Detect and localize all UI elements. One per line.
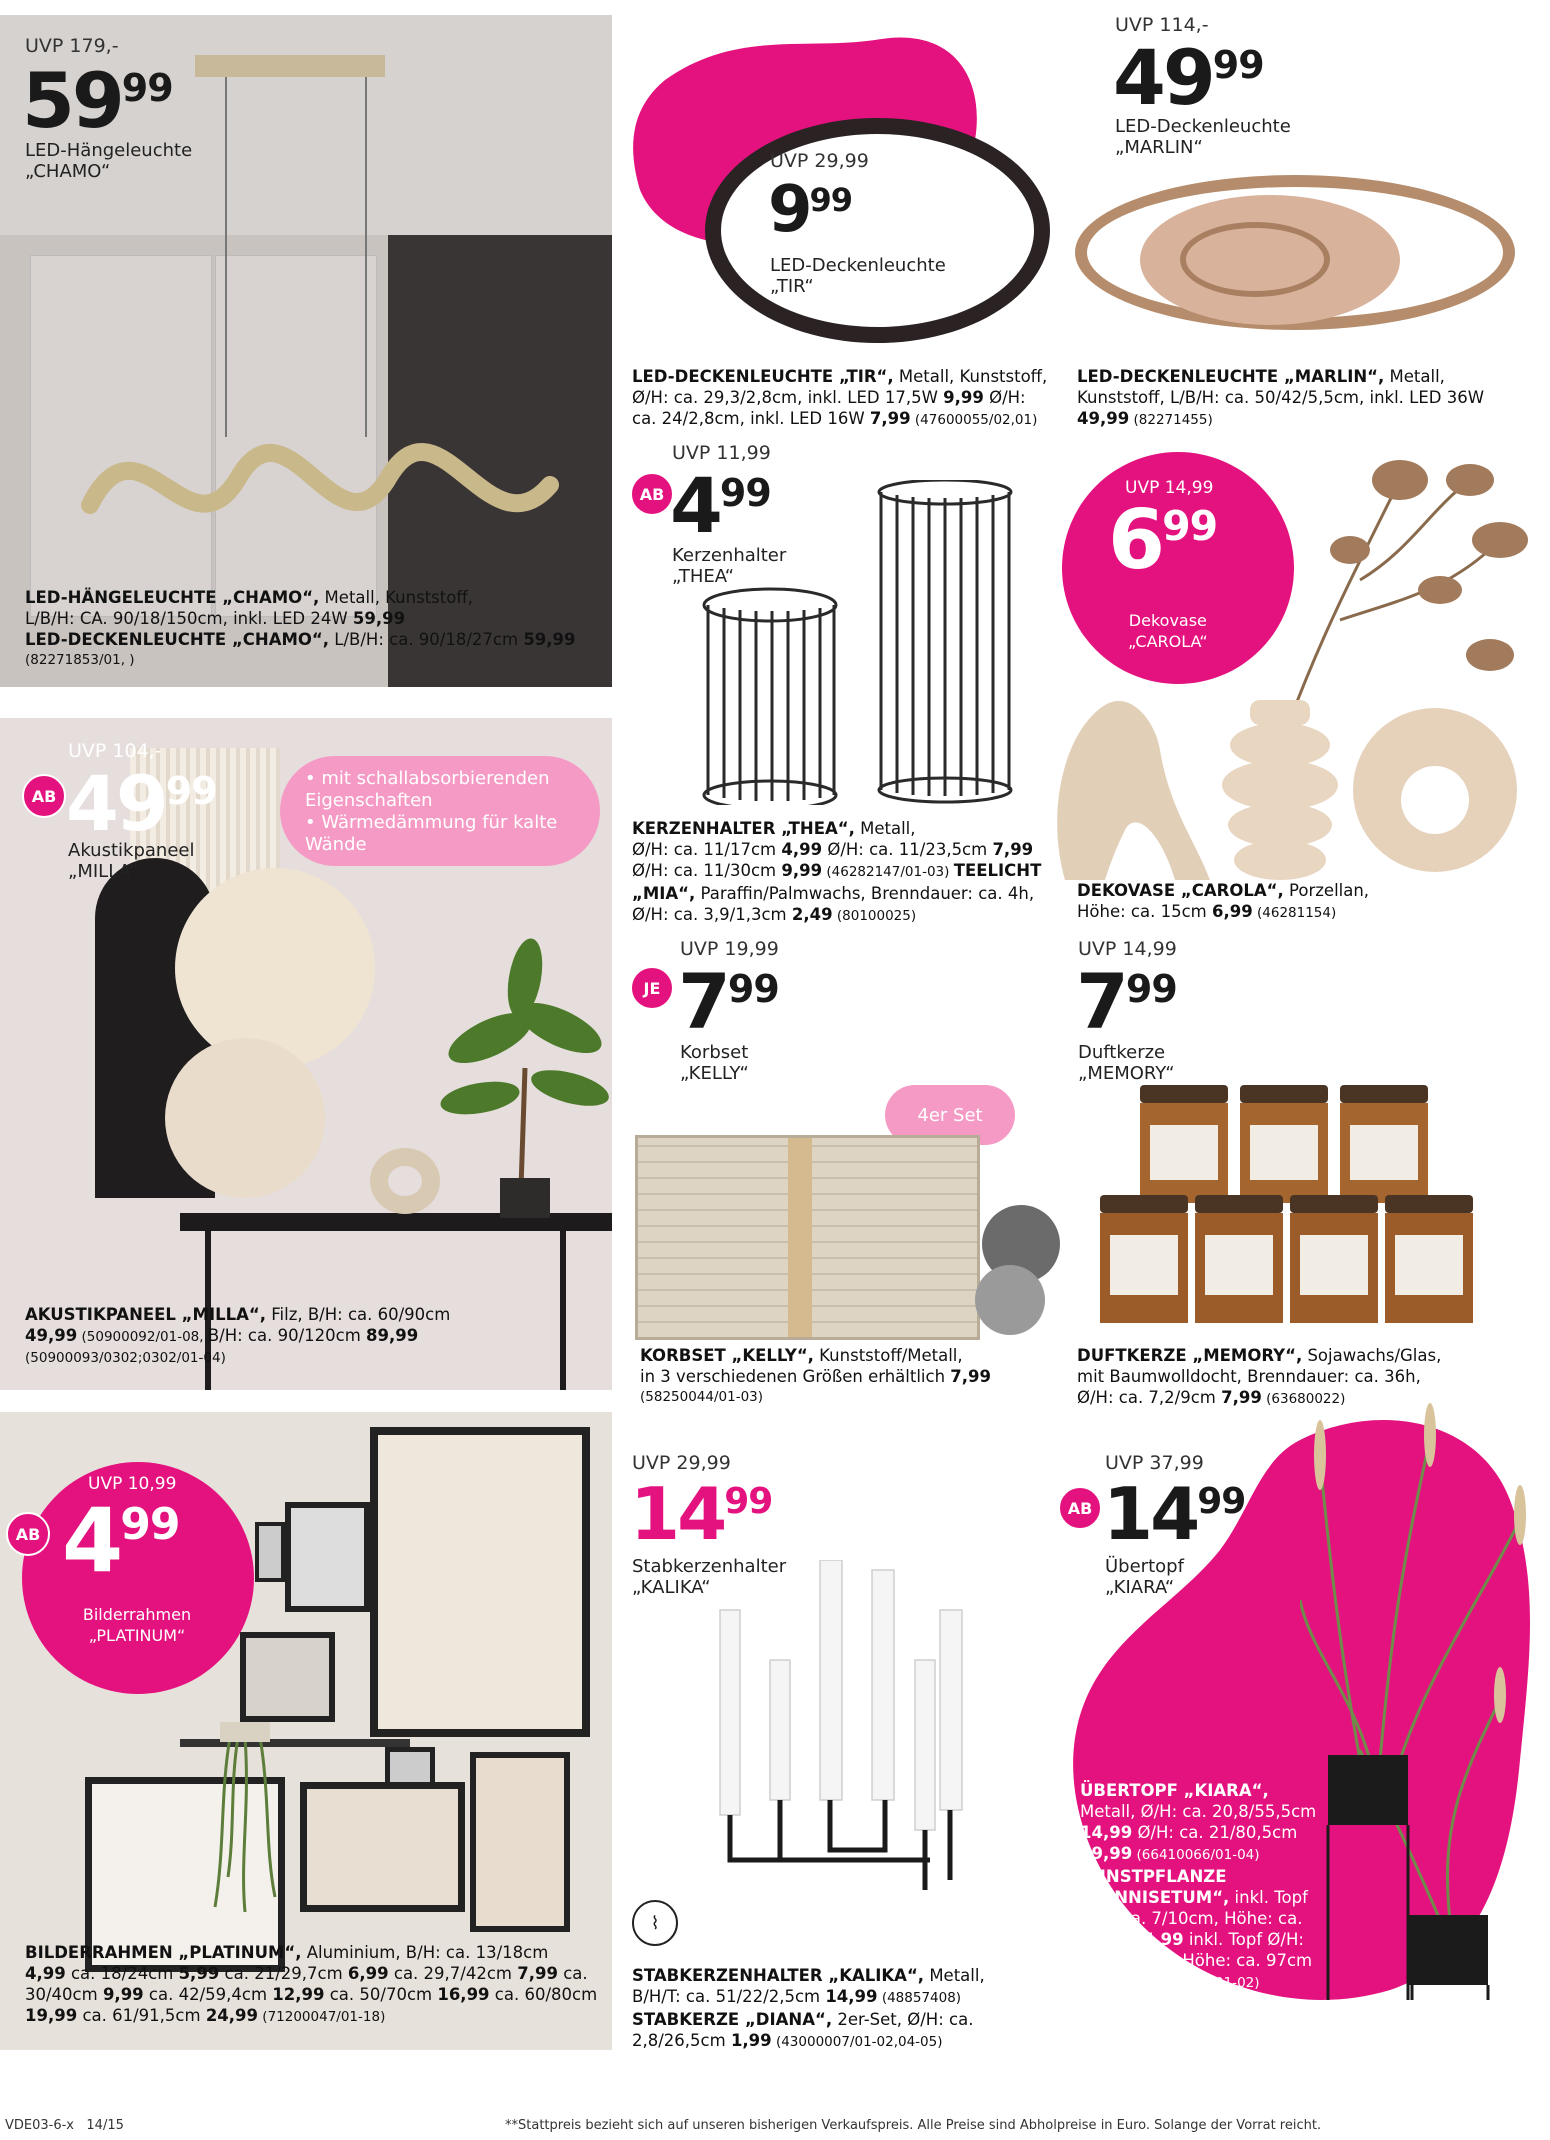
marlin-description: LED-DECKENLEUCHTE „MARLIN“, Metall, Kunststoff, L/B/H: ca. 50/42/5,5cm, inkl. LED 36W 49,99 (82271455) bbox=[1077, 367, 1485, 428]
kalika-name: Stabkerzenhalter „KALIKA“ bbox=[632, 1556, 787, 1598]
carola-vases bbox=[1045, 690, 1525, 880]
carola-name: Dekovase „CAROLA“ bbox=[1128, 611, 1208, 651]
platinum-badge: AB bbox=[6, 1512, 50, 1556]
platinum-panel bbox=[0, 1412, 612, 2050]
chamo-description: LED-HÄNGELEUCHTE „CHAMO“, Metall, Kunststoff, L/B/H: CA. 90/18/150cm, inkl. LED 24W 59,99 LED-DECKENLEUCHTE „CHAMO“, L/B/H: ca. 90/18/27cm 59,99 (82271853/01, ) bbox=[25, 587, 605, 671]
milla-panel bbox=[0, 718, 612, 1390]
kelly-uvp: UVP 19,99 bbox=[680, 938, 779, 960]
marlin-name: LED-Deckenleuchte „MARLIN“ bbox=[1115, 116, 1291, 158]
jar bbox=[1140, 1085, 1228, 1203]
kiara-price: $14^{99}$ bbox=[1103, 1472, 1246, 1556]
memory-name: Duftkerze „MEMORY“ bbox=[1078, 1042, 1175, 1084]
thea-price: $4^{99}$ bbox=[670, 461, 771, 550]
chamo-lamp-spiral bbox=[80, 415, 580, 555]
carola-price: $6^{99}$ bbox=[1108, 493, 1218, 588]
thea-name: Kerzenhalter „THEA“ bbox=[672, 545, 787, 587]
memory-candle-jars bbox=[1100, 1085, 1480, 1335]
kelly-name: Korbset „KELLY“ bbox=[680, 1042, 749, 1084]
chamo-name-line2: „CHAMO“ bbox=[25, 161, 111, 182]
jar bbox=[1290, 1195, 1378, 1323]
marlin-price: $49^{99}$ bbox=[1113, 33, 1264, 122]
milla-badge: AB bbox=[22, 774, 66, 818]
milla-beige-circle bbox=[175, 868, 375, 1068]
kiara-name: Übertopf „KIARA“ bbox=[1105, 1556, 1184, 1598]
chamo-panel bbox=[0, 15, 612, 687]
tir-name: LED-Deckenleuchte „TIR“ bbox=[770, 255, 946, 297]
kelly-price: $7^{99}$ bbox=[678, 957, 779, 1046]
chamo-uvp: UVP 179,- bbox=[25, 35, 119, 57]
jar bbox=[1240, 1085, 1328, 1203]
frame-landscape bbox=[300, 1782, 465, 1912]
chamo-price bbox=[22, 56, 173, 145]
chamo-price-main: 59 bbox=[22, 56, 122, 145]
tir-description: LED-DECKENLEUCHTE „TIR“, Metall, Kunststoff, Ø/H: ca. 29,3/2,8cm, inkl. LED 17,5W 9,99 Ø/H: ca. 24/2,8cm, inkl. LED 16W 7,99 (47600055/02,01) bbox=[632, 367, 1048, 428]
chamo-name bbox=[25, 140, 192, 182]
lamp-wire bbox=[225, 77, 227, 437]
tir-ring-lamp bbox=[705, 118, 1050, 343]
kalika-price: $14^{99}$ bbox=[630, 1472, 773, 1556]
milla-description: AKUSTIKPANEEL „MILLA“, Filz, B/H: ca. 60/90cm 49,99 (50900092/01-08, B/H: ca. 90/120cm 89,99 (50900093/0302;0302/01-04) bbox=[25, 1305, 451, 1366]
chamo-code: (82271853/01, ) bbox=[25, 652, 135, 668]
kelly-ribbon bbox=[788, 1138, 812, 1337]
milla-name: Akustikpaneel „MILLA“ bbox=[68, 840, 195, 882]
hanging-plant bbox=[200, 1677, 290, 1917]
platinum-name: Bilderrahmen „PLATINUM“ bbox=[82, 1605, 192, 1645]
kelly-description: KORBSET „KELLY“, Kunststoff/Metall, in 3 verschiedenen Größen erhältlich 7,99 (58250044/01-03) bbox=[640, 1346, 992, 1405]
lamp-ceiling-rail bbox=[195, 55, 385, 77]
frame-small bbox=[255, 1522, 285, 1582]
thea-uvp: UVP 11,99 bbox=[672, 442, 771, 464]
tir-price-cents: 99 bbox=[809, 181, 853, 219]
memory-price: $7^{99}$ bbox=[1076, 957, 1177, 1046]
memory-uvp: UVP 14,99 bbox=[1078, 938, 1177, 960]
footer-page-code: VDE03-6-x 14/15 bbox=[5, 2118, 124, 2133]
kelly-basket bbox=[635, 1135, 980, 1340]
platinum-description: BILDERRAHMEN „PLATINUM“, Aluminium, B/H: ca. 13/18cm 4,99 ca. 18/24cm 5,99 ca. 21/29,7cm 6,99 ca. 29,7/42cm 7,99 ca. 30/40cm 9,99 ca. 42/59,4cm 12,99 ca. 50/70cm 16,99 ca. 60/80cm 19,99 ca. 61/91,5cm 24,99 (71200047/01-18) bbox=[25, 1943, 598, 2025]
kalika-description: STABKERZENHALTER „KALIKA“, Metall, B/H/T: ca. 51/22/2,5cm 14,99 (48857408) STABKERZE „DIANA“, 2er-Set, Ø/H: ca. 2,8/26,5cm 1,99 (43000007/01-02,04-05) bbox=[632, 1966, 985, 2050]
frame-tall bbox=[470, 1752, 570, 1932]
lamp-wire bbox=[365, 77, 367, 437]
footer-disclaimer: **Stattpreis bezieht sich auf unseren bisherigen Verkaufspreis. Alle Preise sind Abholpreise in Euro. Solange der Vorrat reicht. bbox=[505, 2118, 1322, 2133]
jar bbox=[1385, 1195, 1473, 1323]
milla-price: $49^{99}$ bbox=[66, 759, 217, 848]
kelly-badge: JE bbox=[630, 966, 674, 1010]
frame-large-artwork bbox=[370, 1427, 590, 1737]
jar bbox=[1340, 1085, 1428, 1203]
milla-beige-arch bbox=[165, 1038, 325, 1198]
kiara-uvp: UVP 37,99 bbox=[1105, 1452, 1204, 1474]
thea-description: KERZENHALTER „THEA“, Metall, Ø/H: ca. 11/17cm 4,99 Ø/H: ca. 11/23,5cm 7,99 Ø/H: ca. 11/30cm 9,99 (46282147/01-03) TEELICHT „MIA“, Paraffin/Palmwachs, Brenndauer: ca. 4h, Ø/H: ca. 3,9/1,3cm 2,49 (80100025) bbox=[632, 819, 1042, 924]
tir-uvp: UVP 29,99 bbox=[770, 150, 869, 172]
kalika-candle-holder bbox=[700, 1560, 1000, 1900]
thea-candle-holders bbox=[700, 480, 1030, 805]
kiara-description: ÜBERTOPF „KIARA“, Metall, Ø/H: ca. 20,8/55,5cm 14,99 Ø/H: ca. 21/80,5cm 19,99 (66410066/01-04) KUNSTPFLANZE „PENNISETUM“, inkl. Topf Ø/H: ca. 7/10cm, Höhe: ca. 71cm 14,99 inkl. Topf Ø/H: ca. 9/11cm, Höhe: ca. 97cm 19,99 (42972586/01-02) bbox=[1080, 1781, 1317, 1991]
marlin-lamp-inner bbox=[1180, 222, 1330, 297]
milla-feature-1: • mit schallabsorbierenden Eigenschaften bbox=[305, 768, 550, 811]
milla-feature-list bbox=[305, 768, 595, 856]
kelly-coaster bbox=[975, 1265, 1045, 1335]
kiara-badge: AB bbox=[1058, 1486, 1102, 1530]
candle-safety-icon: ⌇ bbox=[632, 1900, 678, 1946]
marlin-uvp: UVP 114,- bbox=[1115, 14, 1209, 36]
milla-uvp: UVP 104,- bbox=[68, 740, 162, 762]
platinum-uvp: UVP 10,99 bbox=[88, 1474, 177, 1494]
kelly-set-bubble: 4er Set bbox=[885, 1085, 1015, 1145]
jar bbox=[1195, 1195, 1283, 1323]
tir-price bbox=[768, 173, 853, 247]
jar bbox=[1100, 1195, 1188, 1323]
chamo-name-line1: LED-Hängeleuchte bbox=[25, 140, 193, 161]
tir-price-main: 9 bbox=[768, 173, 810, 247]
chamo-price-cents: 99 bbox=[121, 66, 173, 110]
kalika-uvp: UVP 29,99 bbox=[632, 1452, 731, 1474]
carola-uvp: UVP 14,99 bbox=[1125, 478, 1214, 498]
thea-badge: AB bbox=[630, 472, 674, 516]
carola-description: DEKOVASE „CAROLA“, Porzellan, Höhe: ca. 15cm 6,99 (46281154) bbox=[1077, 881, 1370, 921]
memory-description: DUFTKERZE „MEMORY“, Sojawachs/Glas, mit Baumwolldocht, Brenndauer: ca. 36h, Ø/H: ca. 7,2/9cm 7,99 (63680022) bbox=[1077, 1346, 1442, 1407]
frame-small bbox=[285, 1502, 370, 1612]
milla-feature-2: • Wärmedämmung für kalte Wände bbox=[305, 812, 558, 855]
platinum-price: $4^{99}$ bbox=[62, 1489, 180, 1592]
milla-plant bbox=[430, 918, 612, 1218]
